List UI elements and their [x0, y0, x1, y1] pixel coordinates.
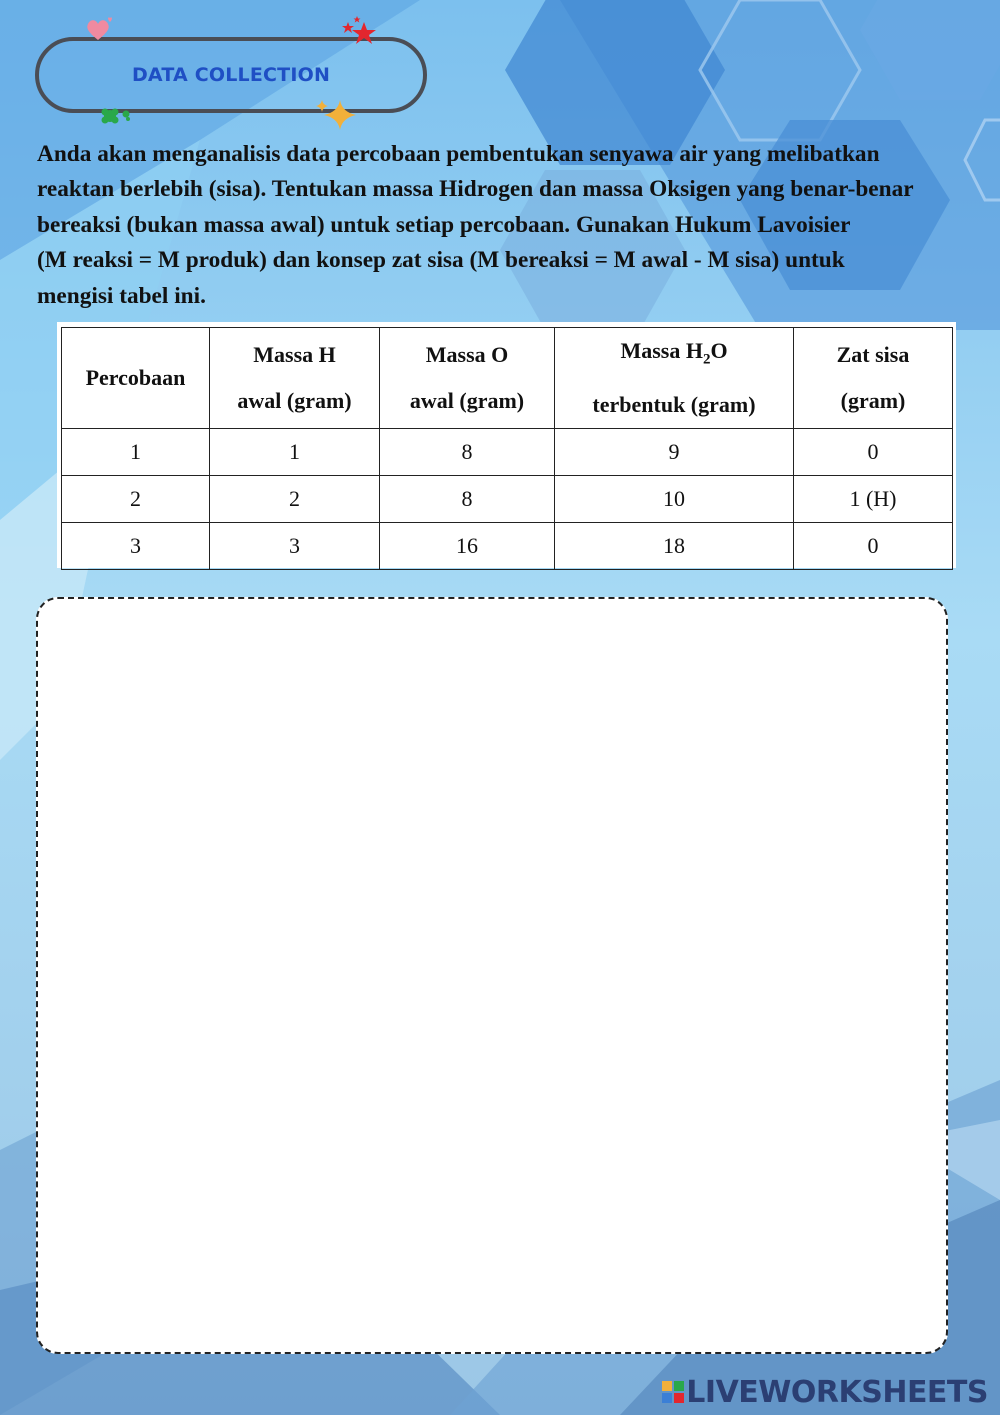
- header-massa-h-awal: Massa H awal (gram): [210, 328, 380, 429]
- table-cell: 2: [210, 476, 380, 523]
- data-table-panel: [57, 322, 956, 568]
- page-title: DATA COLLECTION: [131, 64, 331, 86]
- table-cell: 9: [555, 429, 794, 476]
- data-table: [61, 327, 953, 570]
- table-cell: 8: [380, 476, 555, 523]
- title-badge: [35, 37, 427, 113]
- table-cell: 2: [62, 476, 210, 523]
- header-massa-o-awal: Massa O awal (gram): [380, 328, 555, 429]
- table-cell: 1: [62, 429, 210, 476]
- sparkle-icon: [312, 98, 358, 132]
- instruction-line: bereaksi (bukan massa awal) untuk setiap percobaan. Gunakan Hukum Lavoisier: [37, 211, 851, 238]
- instruction-line: (M reaksi = M produk) dan konsep zat sisa (M bereaksi = M awal - M sisa) untuk: [37, 247, 845, 274]
- table-row: [62, 429, 953, 476]
- table-cell: 1 (H): [794, 476, 953, 523]
- instruction-line: mengisi tabel ini.: [37, 282, 206, 309]
- table-cell: 18: [555, 523, 794, 570]
- table-cell: 10: [555, 476, 794, 523]
- heart-icon: [86, 16, 116, 42]
- liveworksheets-logo: [662, 1374, 988, 1410]
- instruction-line: reaktan berlebih (sisa). Tentukan massa Hidrogen dan massa Oksigen yang benar-benar: [37, 176, 914, 203]
- table-cell: 0: [794, 429, 953, 476]
- table-cell: 8: [380, 429, 555, 476]
- table-cell: 3: [210, 523, 380, 570]
- table-header-row: [62, 328, 953, 429]
- instruction-line: Anda akan menganalisis data percobaan pembentukan senyawa air yang melibatkan: [37, 141, 880, 167]
- table-row: [62, 523, 953, 570]
- instructions-paragraph: [37, 137, 967, 314]
- table-cell: 1: [210, 429, 380, 476]
- table-cell: 16: [380, 523, 555, 570]
- brand-name: LIVEWORKSHEETS: [686, 1374, 988, 1410]
- header-massa-h2o-terbentuk: Massa $H_2O$ terbentuk (gram): [555, 328, 794, 429]
- table-cell: 0: [794, 523, 953, 570]
- answer-box[interactable]: [36, 597, 948, 1354]
- liveworksheets-logo-icon: [662, 1381, 684, 1403]
- header-zat-sisa: Zat sisa (gram): [794, 328, 953, 429]
- header-percobaan: Percobaan: [62, 328, 210, 429]
- table-row: [62, 476, 953, 523]
- star-icon: [340, 16, 380, 48]
- flower-icon: [100, 104, 136, 128]
- table-cell: 3: [62, 523, 210, 570]
